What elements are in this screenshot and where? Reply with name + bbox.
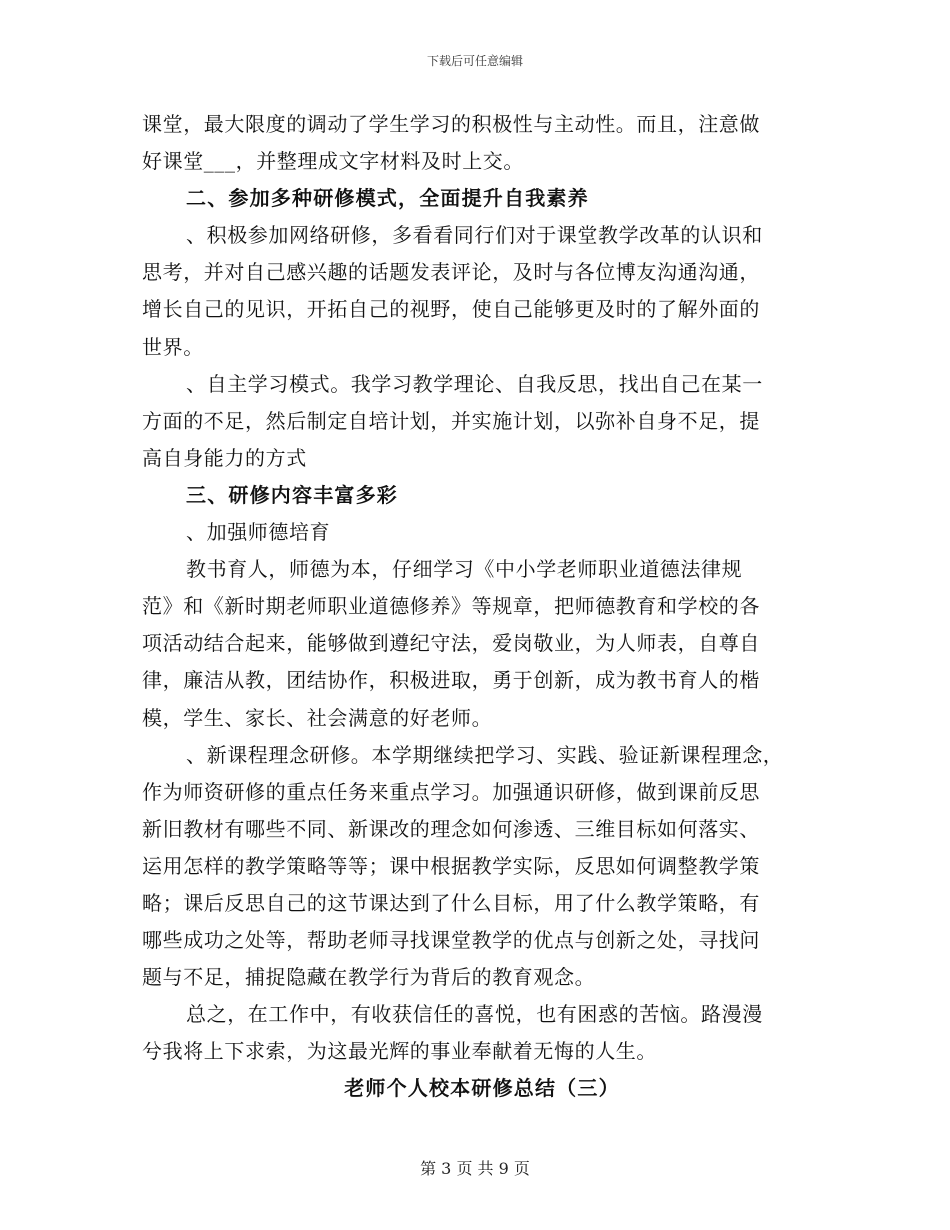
paragraph-start: 、加强师德培育 — [186, 520, 331, 545]
text-line: 略；课后反思自己的这节课达到了什么目标，用了什么教学策略，有 — [142, 890, 760, 915]
text-line: 哪些成功之处等，帮助老师寻找课堂教学的优点与创新之处，寻找问 — [142, 928, 760, 953]
section-title: 老师个人校本研修总结（三） — [344, 1076, 620, 1101]
text-line: 方面的不足，然后制定自培计划，并实施计划，以弥补自身不足，提 — [142, 408, 760, 433]
section-heading: 三、研修内容丰富多彩 — [186, 482, 398, 507]
text-line: 作为师资研修的重点任务来重点学习。加强通识研修，做到课前反思 — [142, 779, 760, 804]
text-line: 好课堂___，并整理成文字材料及时上交。 — [142, 149, 524, 174]
paragraph-start: 总之，在工作中，有收获信任的喜悦，也有困惑的苦恼。路漫漫 — [186, 1002, 763, 1027]
paragraph-start: 、积极参加网络研修，多看看同行们对于课堂教学改革的认识和 — [186, 223, 763, 248]
paragraph-start: 、新课程理念研修。本学期继续把学习、实践、验证新课程理念， — [186, 742, 784, 767]
page-number: 第 3 页 共 9 页 — [420, 1159, 530, 1178]
header-note: 下载后可任意编辑 — [426, 54, 523, 68]
text-line: 律，廉洁从教，团结协作，积极进取，勇于创新，成为教书育人的楷 — [142, 668, 760, 693]
paragraph-start: 、自主学习模式。我学习教学理论、自我反思，找出自己在某一 — [186, 371, 763, 396]
text-line: 范》和《新时期老师职业道德修养》等规章，把师德教育和学校的各 — [142, 594, 760, 619]
text-line: 运用怎样的教学策略等等；课中根据教学实际，反思如何调整教学策 — [142, 853, 760, 878]
document-body — [142, 106, 822, 1108]
paragraph-start: 教书育人，师德为本，仔细学习《中小学老师职业道德法律规 — [186, 557, 743, 582]
text-line: 世界。 — [142, 334, 204, 359]
text-line: 增长自己的见识，开拓自己的视野，使自己能够更及时的了解外面的 — [142, 297, 760, 322]
text-line: 课堂，最大限度的调动了学生学习的积极性与主动性。而且，注意做 — [142, 112, 760, 136]
text-line: 题与不足，捕捉隐藏在教学行为背后的教育观念。 — [142, 965, 596, 990]
section-heading: 二、参加多种研修模式，全面提升自我素养 — [186, 186, 589, 211]
text-line: 新旧教材有哪些不同、新课改的理念如何渗透、三维目标如何落实、 — [142, 816, 760, 841]
text-line: 思考，并对自己感兴趣的话题发表评论，及时与各位博友沟通沟通， — [142, 260, 760, 285]
text-line: 项活动结合起来，能够做到遵纪守法，爱岗敬业，为人师表，自尊自 — [142, 631, 760, 656]
text-line: 模，学生、家长、社会满意的好老师。 — [142, 705, 493, 730]
text-line: 高自身能力的方式 — [142, 445, 307, 470]
text-line: 兮我将上下求索，为这最光辉的事业奉献着无悔的人生。 — [142, 1039, 657, 1064]
